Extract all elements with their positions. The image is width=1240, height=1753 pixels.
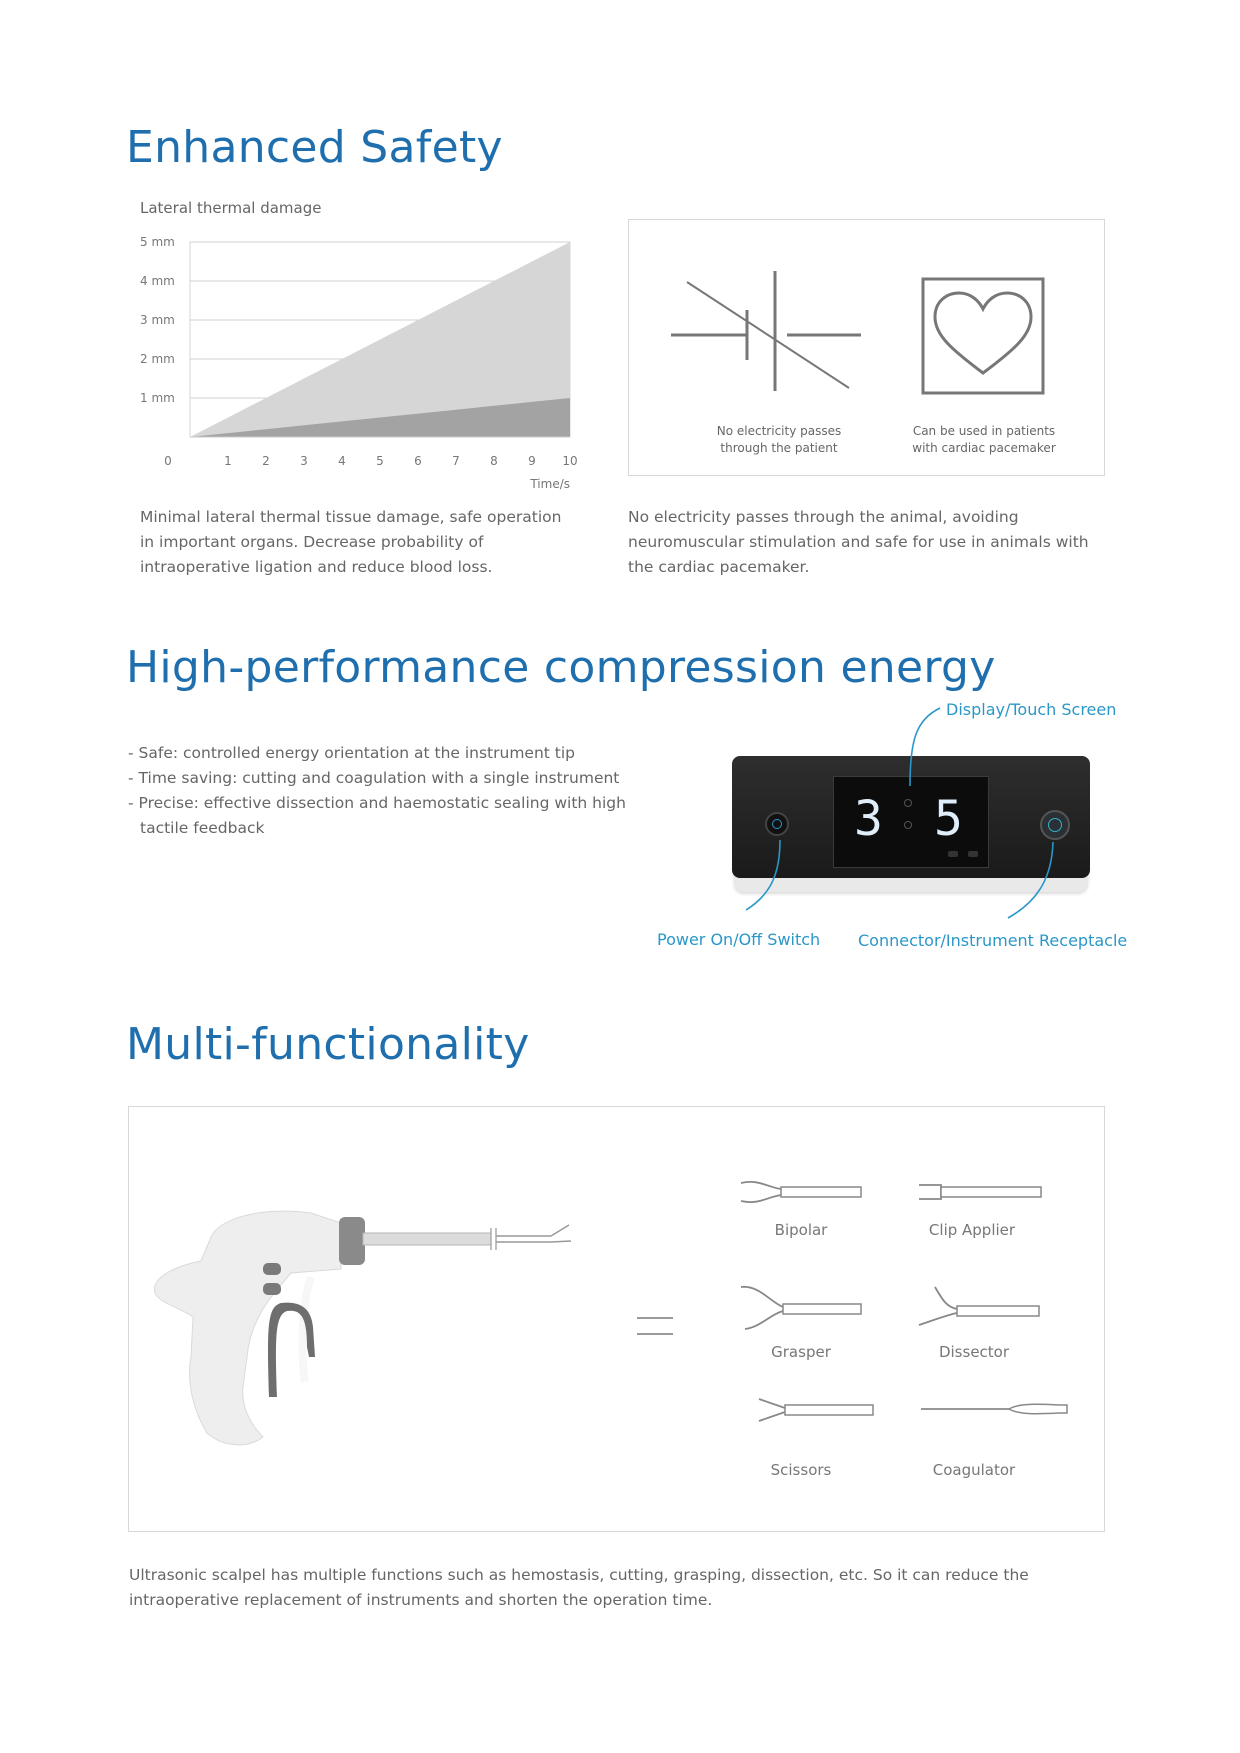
chart-y-tick-label: 4 mm — [140, 274, 175, 288]
scissors-tip-icon — [757, 1395, 877, 1425]
icon-label-no-electricity: No electricity passes through the patient — [716, 424, 842, 455]
chart-areas — [190, 242, 570, 437]
chart-x-tick-label: 7 — [452, 454, 460, 468]
equals-sign — [637, 1333, 673, 1335]
tool-label-clip-applier: Clip Applier — [928, 1221, 1016, 1239]
chart-y-tick-label: 1 mm — [140, 391, 175, 405]
clip-applier-tip-icon — [917, 1177, 1047, 1207]
dissector-tip-icon — [917, 1285, 1047, 1335]
coagulator-tip-icon — [919, 1397, 1079, 1421]
chart-x-tick-label: 9 — [528, 454, 536, 468]
safety-icon-box — [628, 219, 1105, 476]
bullet-time-saving: - Time saving: cutting and coagulation with a single instrument — [128, 769, 620, 787]
tool-label-scissors: Scissors — [770, 1461, 832, 1479]
bullet-precise-cont: tactile feedback — [140, 819, 265, 837]
chart-y-tick-label: 5 mm — [140, 235, 175, 249]
activation-button-max — [263, 1263, 281, 1275]
activation-button-min — [263, 1283, 281, 1295]
heart-icon — [921, 277, 1045, 395]
tool-label-bipolar: Bipolar — [774, 1221, 828, 1239]
chart-x-label: Time/s — [530, 477, 570, 491]
chart-x-tick-label: 6 — [414, 454, 422, 468]
chart-y-ticks — [140, 235, 175, 405]
multi-paragraph: Ultrasonic scalpel has multiple functions such as hemostasis, cutting, grasping, dissection, etc. So it can reduce the intraoperative replacement of instruments and shorten the operation time. — [129, 1566, 1029, 1609]
chart-x-ticks — [164, 454, 577, 468]
tool-label-coagulator: Coagulator — [932, 1461, 1016, 1479]
section-title-safety: Enhanced Safety — [126, 122, 503, 173]
chart-x-tick-label: 5 — [376, 454, 384, 468]
callout-power: Power On/Off Switch — [657, 930, 821, 949]
section-title-multi: Multi-functionality — [126, 1019, 530, 1070]
section-title-performance: High-performance compression energy — [126, 642, 996, 693]
bipolar-tip-icon — [739, 1177, 869, 1207]
chart-x-tick-label: 8 — [490, 454, 498, 468]
thermal-damage-chart — [130, 225, 600, 495]
safety-paragraph-right: No electricity passes through the animal, avoiding neuromuscular stimulation and safe for use in animals with the cardiac pacemaker. — [628, 508, 1089, 576]
chart-x-tick-label: 2 — [262, 454, 270, 468]
chart-y-tick-label: 2 mm — [140, 352, 175, 366]
callout-display: Display/Touch Screen — [946, 700, 1117, 719]
grasper-tip-icon — [739, 1283, 869, 1333]
safety-paragraph-left: Minimal lateral thermal tissue damage, safe operation in important organs. Decrease probability of intraoperative ligation and reduce blood loss. — [140, 508, 562, 576]
display-digit-left: 3 — [854, 791, 883, 847]
chart-x-tick-label: 4 — [338, 454, 346, 468]
ultrasonic-handpiece — [151, 1207, 651, 1467]
tool-label-dissector: Dissector — [938, 1343, 1010, 1361]
no-current-icon — [671, 268, 861, 393]
display-digit-right: 5 — [934, 791, 963, 847]
chart-x-tick-label: 1 — [224, 454, 232, 468]
callout-connector: Connector/Instrument Receptacle — [858, 931, 1128, 950]
chart-x-tick-label: 3 — [300, 454, 308, 468]
instruments-box — [128, 1106, 1105, 1532]
bullet-safe: - Safe: controlled energy orientation at the instrument tip — [128, 744, 576, 762]
chart-x-tick-label: 0 — [164, 454, 172, 468]
chart-caption: Lateral thermal damage — [140, 199, 322, 217]
tool-label-grasper: Grasper — [771, 1343, 831, 1361]
chart-x-tick-label: 10 — [562, 454, 578, 468]
equals-sign — [637, 1317, 673, 1319]
performance-bullets — [128, 741, 648, 841]
callout-lines — [640, 700, 1120, 940]
chart-y-tick-label: 3 mm — [140, 313, 175, 327]
bullet-precise: - Precise: effective dissection and haemostatic sealing with high — [128, 794, 626, 812]
icon-label-pacemaker: Can be used in patients with cardiac pacemaker — [912, 424, 1056, 455]
